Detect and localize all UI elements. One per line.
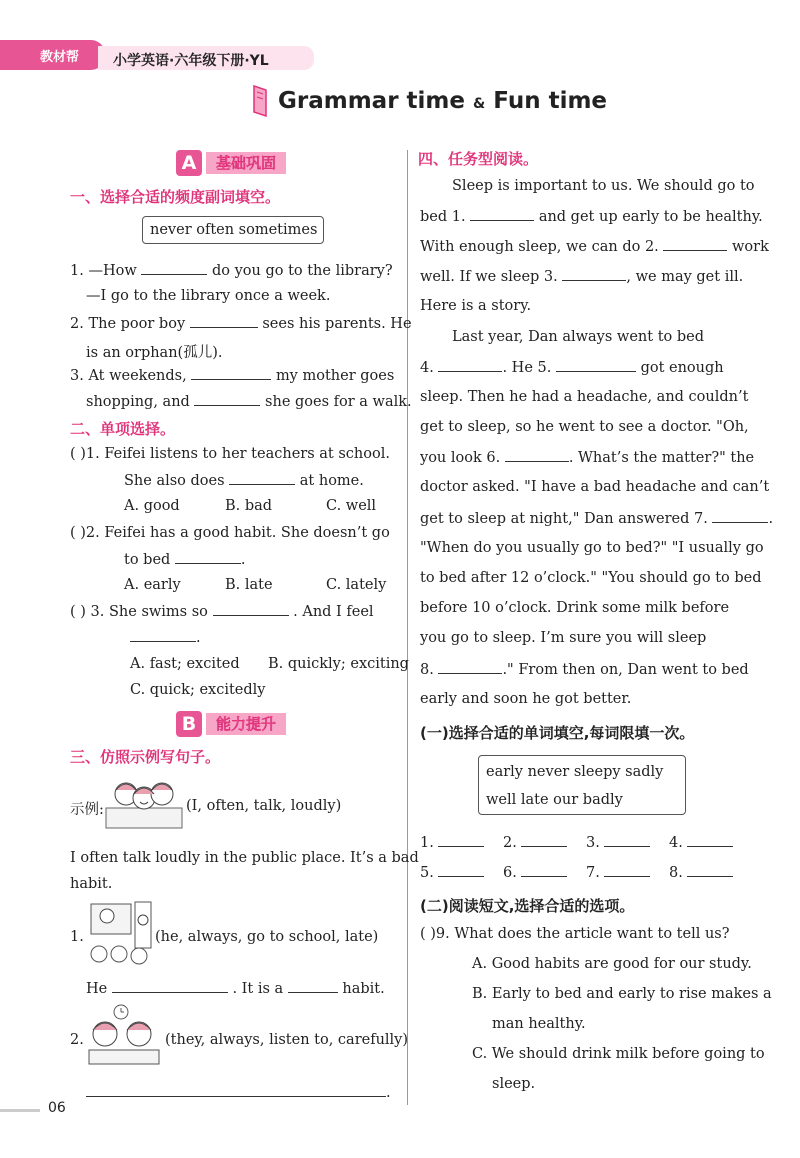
p4-blank-8[interactable] — [438, 661, 502, 674]
p4-line-17-b: ." From then on, Dan went to bed — [502, 662, 749, 678]
p4-blank-4[interactable] — [438, 359, 502, 372]
section-a-letter: A — [176, 150, 202, 176]
page-bar — [0, 1109, 40, 1112]
p4-blank-5[interactable] — [556, 359, 636, 372]
p2-q3-text-b: . And I feel — [293, 604, 374, 620]
p4-line-12-a: get to sleep at night," Dan answered 7. — [420, 511, 708, 527]
p4-line-12 — [420, 510, 773, 527]
p4-line-10 — [420, 449, 754, 466]
p1-q1-answer: —I go to the library once a week. — [86, 288, 331, 304]
answer-num-6: 6. — [503, 865, 517, 881]
p2-q2-opt-b[interactable]: B. late — [225, 577, 273, 593]
p4-blank-7[interactable] — [712, 510, 768, 523]
part3-heading: 三、仿照示例写句子。 — [70, 748, 221, 766]
p4-line-17-a: 8. — [420, 662, 434, 678]
p4-blank-6[interactable] — [505, 449, 569, 462]
p2-q3-line-2 — [130, 629, 201, 646]
p4-line-18: early and soon he got better. — [420, 691, 632, 707]
p1-q3-text-c: shopping, and — [86, 394, 190, 410]
p4-line-5: Here is a story. — [420, 298, 532, 314]
p3-q2-number: 2. — [70, 1032, 84, 1048]
p2-q1-text-c: at home. — [299, 473, 364, 489]
p1-q1-blank[interactable] — [141, 262, 207, 275]
p3-q1-text-a: He — [86, 981, 108, 997]
p2-q2-stem: ( )2. Feifei has a good habit. She doesn’t go — [70, 525, 390, 541]
p4-line-2-b: and get up early to be healthy. — [538, 209, 763, 225]
answer-row-1c — [586, 834, 650, 851]
classroom-illustration — [85, 900, 155, 968]
p4-line-10-b: . What’s the matter?" the — [568, 450, 755, 466]
p4-line-16: you go to sleep. I’m sure you will sleep — [420, 630, 707, 646]
p2-q1-opt-b[interactable]: B. bad — [225, 498, 273, 514]
word-box-adverbs-text: never often sometimes — [150, 222, 318, 238]
answer-num-1: 1. — [420, 835, 434, 851]
answer-num-5: 5. — [420, 865, 434, 881]
answer-row-1d — [669, 834, 733, 851]
q9-opt-a[interactable]: A. Good habits are good for our study. — [472, 956, 752, 972]
word-box-row-2: well late our badly — [486, 792, 623, 808]
p1-q2-blank[interactable] — [190, 315, 258, 328]
p2-q2-blank[interactable] — [175, 551, 241, 564]
p3-q2-blank[interactable] — [86, 1084, 386, 1097]
p4-line-15: before 10 o’clock. Drink some milk before — [420, 600, 730, 616]
answer-blank-7[interactable] — [604, 864, 650, 877]
p1-q2-text-c: is an orphan(孤儿). — [86, 345, 223, 361]
p1-q1-text-b: do you go to the library? — [211, 263, 393, 279]
p2-q3-blank-1[interactable] — [213, 603, 289, 616]
answer-num-4: 4. — [669, 835, 683, 851]
p2-q1-blank[interactable] — [229, 472, 295, 485]
p4-line-2-a: bed 1. — [420, 209, 466, 225]
p4-line-1: Sleep is important to us. We should go to — [452, 178, 755, 194]
book-icon — [250, 84, 270, 118]
title-grammar: Grammar time — [278, 88, 465, 114]
p2-q3-opt-c[interactable]: C. quick; excitedly — [130, 682, 266, 698]
p1-q3-blank-1[interactable] — [191, 367, 271, 380]
p2-q2-text-b: to bed — [124, 552, 171, 568]
p3-q1-blank-2[interactable] — [288, 980, 338, 993]
p2-q3-blank-2[interactable] — [130, 629, 196, 642]
brand-label: 教材帮 — [40, 50, 80, 65]
p2-q3-text-a: ( ) 3. She swims so — [70, 604, 208, 620]
column-divider — [407, 150, 408, 1105]
p1-q3-text-b: my mother goes — [275, 368, 395, 384]
p2-q1-line-2 — [124, 472, 364, 489]
p2-q3-text-c: . — [196, 630, 201, 646]
title-fun: Fun time — [493, 88, 608, 114]
answer-blank-1[interactable] — [438, 834, 484, 847]
p4-line-13: "When do you usually go to bed?" "I usually go — [420, 540, 764, 556]
p4-line-17 — [420, 661, 749, 678]
listening-kids-illustration — [85, 1004, 163, 1068]
p3-example-label: 示例: — [70, 802, 104, 818]
p2-q2-text-c: . — [240, 552, 246, 568]
p4-line-7-c: got enough — [640, 360, 724, 376]
p1-q2-text-a: 2. The poor boy — [70, 316, 186, 332]
p4-line-4-b: , we may get ill. — [626, 269, 744, 285]
word-box-reading — [478, 755, 686, 815]
p2-q2-opt-a[interactable]: A. early — [124, 577, 181, 593]
p3-q1-text-b: . It is a — [232, 981, 284, 997]
part4-sub2-heading: (二)阅读短文,选择合适的选项。 — [420, 897, 635, 915]
p4-line-6: Last year, Dan always went to bed — [452, 329, 705, 345]
q9-opt-c-2: sleep. — [492, 1076, 536, 1092]
p3-q1-text-c: habit. — [342, 981, 385, 997]
part4-heading: 四、任务型阅读。 — [418, 150, 539, 168]
p2-q2-line-2 — [124, 551, 246, 568]
answer-blank-4[interactable] — [687, 834, 733, 847]
q9-opt-b-1[interactable]: B. Early to bed and early to rise makes a — [472, 986, 772, 1002]
p2-q1-opt-c[interactable]: C. well — [326, 498, 377, 514]
answer-row-1b — [503, 834, 567, 851]
p3-q1-number: 1. — [70, 929, 84, 945]
p4-line-11: doctor asked. "I have a bad headache and can’t — [420, 479, 770, 495]
p3-q1-prompt: (he, always, go to school, late) — [155, 929, 379, 945]
part2-heading: 二、单项选择。 — [70, 420, 176, 438]
page-number: 06 — [48, 1100, 66, 1116]
p3-example-answer-2: habit. — [70, 876, 113, 892]
series-label: 小学英语·六年级下册·YL — [113, 53, 269, 69]
p4-line-4-a: well. If we sleep 3. — [420, 269, 558, 285]
answer-blank-5[interactable] — [438, 864, 484, 877]
answer-row-2 — [420, 864, 484, 881]
part1-heading: 一、选择合适的频度副词填空。 — [70, 188, 281, 206]
page-title — [278, 88, 607, 114]
p4-line-7-a: 4. — [420, 360, 434, 376]
part4-sub1-heading: (一)选择合适的单词填空,每词限填一次。 — [420, 724, 695, 742]
word-box-row-1: early never sleepy sadly — [486, 764, 664, 780]
p4-line-2 — [420, 208, 763, 225]
p4-line-3 — [420, 238, 769, 255]
section-a-label: 基础巩固 — [206, 152, 286, 174]
p4-line-9: get to sleep, so he went to see a doctor. "Oh, — [420, 419, 749, 435]
answer-num-3: 3. — [586, 835, 600, 851]
p4-blank-1[interactable] — [470, 208, 534, 221]
p1-q3-line — [70, 367, 394, 384]
p2-q3-opt-b[interactable]: B. quickly; exciting — [268, 656, 409, 672]
p1-q3-text-d: she goes for a walk. — [265, 394, 412, 410]
answer-num-7: 7. — [586, 865, 600, 881]
answer-blank-8[interactable] — [687, 864, 733, 877]
p2-q3-line — [70, 603, 374, 620]
answer-blank-3[interactable] — [604, 834, 650, 847]
q9-opt-b-2: man healthy. — [492, 1016, 586, 1032]
answer-num-8: 8. — [669, 865, 683, 881]
answer-blank-6[interactable] — [521, 864, 567, 877]
section-b-label: 能力提升 — [206, 713, 286, 735]
p4-line-4 — [420, 268, 743, 285]
p2-q1-opt-a[interactable]: A. good — [124, 498, 180, 514]
title-amp: & — [473, 96, 486, 112]
p4-line-3-a: With enough sleep, we can do 2. — [420, 239, 659, 255]
talking-kids-illustration — [104, 772, 184, 830]
section-b-letter: B — [176, 711, 202, 737]
p2-q2-opt-c[interactable]: C. lately — [326, 577, 387, 593]
answer-num-2: 2. — [503, 835, 517, 851]
p4-line-10-a: you look 6. — [420, 450, 501, 466]
p4-blank-2[interactable] — [663, 238, 727, 251]
p3-q2-end: . — [386, 1085, 391, 1101]
p3-example-prompt: (I, often, talk, loudly) — [186, 798, 342, 814]
answer-row-1 — [420, 834, 484, 851]
p4-blank-3[interactable] — [562, 268, 626, 281]
p1-q1-text-a: 1. —How — [70, 263, 137, 279]
p1-q3-text-a: 3. At weekends, — [70, 368, 187, 384]
p4-line-7-b: . He 5. — [502, 360, 552, 376]
p3-q2-prompt: (they, always, listen to, carefully) — [165, 1032, 409, 1048]
p1-q2-line — [70, 315, 412, 332]
p3-q1-answer-line — [86, 980, 385, 997]
p3-q1-blank-1[interactable] — [112, 980, 228, 993]
p2-q3-opt-a[interactable]: A. fast; excited — [130, 656, 240, 672]
p4-line-8: sleep. Then he had a headache, and couldn’t — [420, 389, 749, 405]
p1-q1-line — [70, 262, 393, 279]
answer-row-2b — [503, 864, 567, 881]
p3-q2-answer-line — [86, 1084, 391, 1101]
p4-line-3-b: work — [732, 239, 769, 255]
word-box-adverbs — [142, 216, 324, 244]
p2-q1-stem: ( )1. Feifei listens to her teachers at school. — [70, 446, 390, 462]
answer-row-2d — [669, 864, 733, 881]
p1-q3-line-2 — [86, 393, 412, 410]
answer-row-2c — [586, 864, 650, 881]
answer-blank-2[interactable] — [521, 834, 567, 847]
p4-line-7 — [420, 359, 724, 376]
p4-line-14: to bed after 12 o’clock." "You should go to bed — [420, 570, 762, 586]
p4-line-12-b: . — [768, 511, 774, 527]
p1-q3-blank-2[interactable] — [194, 393, 260, 406]
p1-q2-text-b: sees his parents. He — [262, 316, 412, 332]
q9-stem: ( )9. What does the article want to tell us? — [420, 926, 730, 942]
p3-example-answer-1: I often talk loudly in the public place. It’s a bad — [70, 850, 419, 866]
p2-q1-text-b: She also does — [124, 473, 225, 489]
q9-opt-c-1[interactable]: C. We should drink milk before going to — [472, 1046, 765, 1062]
